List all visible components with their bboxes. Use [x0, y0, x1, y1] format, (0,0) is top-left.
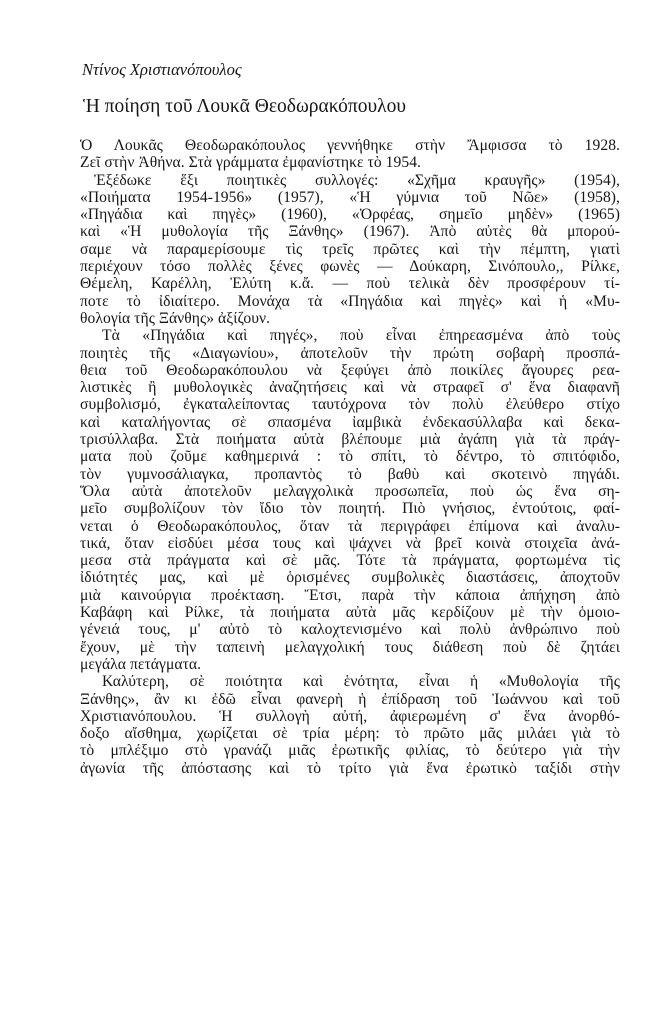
text-line: Ξάνθης», ἂν κι ἐδῶ εἶναι φανερὴ ἡ ἐπίδραση τοῦ Ἰωάννου καὶ τοῦ: [80, 690, 620, 708]
text-line: δοξο αἴσθημα, χωρίζεται σὲ τρία μέρη: τὸ πρῶτο μᾶς μιλάει γιὰ τὸ: [80, 725, 620, 743]
text-line: λιστικὲς ἢ μυθολογικὲς ἀναζητήσεις καὶ νὰ στραφεῖ σ' ἕνα διαφανῆ: [80, 379, 620, 397]
essay-body: [80, 137, 620, 777]
text-line: Ζεῖ στὴν Ἀθήνα. Στὰ γράμματα ἐμφανίστηκε τὸ 1954.: [80, 154, 421, 172]
text-line: Θέμελη, Καρέλλη, Ἐλύτη κ.ἄ. — ποὺ τελικὰ δὲν προσφέρουν τί-: [80, 275, 620, 293]
text-line: γένειά τους, μ' αὐτὸ τὸ καλοχτενισμένο καὶ πολὺ ἀνθρώπινο ποὺ: [80, 621, 620, 639]
text-line: Καλύτερη, σὲ ποιότητα καὶ ἑνότητα, εἶναι ἡ «Μυθολογία τῆς: [102, 673, 620, 691]
text-line: καὶ καταλήγοντας σὲ σπασμένα ἰαμβικὰ ἐνδεκασύλλαβα καὶ δεκα-: [80, 413, 620, 431]
paragraph-3: [80, 327, 620, 673]
text-line: «Πηγάδια καὶ πηγὲς» (1960), «Ὀρφέας, σημεῖο μηδὲν» (1965): [80, 206, 620, 224]
text-line: σαμε νὰ παραμερίσουμε τὶς τρεῖς πρῶτες καὶ τὴν πέμπτη, γιατὶ: [80, 240, 620, 258]
text-line: τὸ μπλέξιμο στὸ γρανάζι μιᾶς ἐρωτικῆς φιλίας, τὸ δεύτερο γιὰ τὴν: [80, 742, 620, 760]
text-line: ἀγωνία τῆς ἀπόστασης καὶ τὸ τρίτο γιὰ ἕνα ἐρωτικὸ ταξίδι στὴν: [80, 759, 620, 777]
text-line: ποιητὲς τῆς «Διαγωνίου», ἀποτελοῦν τὴν πρώτη σοβαρὴ προσπά-: [80, 344, 620, 362]
paragraph-2: [80, 172, 620, 328]
text-line: καὶ «Ἡ μυθολογία τῆς Ξάνθης» (1967). Ἀπὸ αὐτὲς θὰ μπορού-: [80, 223, 620, 241]
text-line: ποτε τὸ ἰδιαίτερο. Μονάχα τὰ «Πηγάδια καὶ πηγὲς» καὶ ἡ «Μυ-: [80, 292, 620, 310]
text-line: τὸν γυμνοσάλιαγκα, προπαντὸς τὸ βαθὺ καὶ σκοτεινὸ πηγάδι.: [80, 465, 620, 483]
text-line: θολογία τῆς Ξάνθης» ἀξίζουν.: [80, 309, 271, 327]
paragraph-1: [80, 137, 620, 172]
text-line: Καβάφη καὶ Ρίλκε, τὰ ποιήματα αὐτὰ μᾶς κερδίζουν μὲ τὴν ὁμοιο-: [80, 604, 620, 622]
text-line: τικά, ὅταν εἰσδύει μέσα τους καὶ ψάχνει νὰ βρεῖ κοινὰ στοιχεῖα ἀνά-: [80, 534, 620, 552]
essay-title: Ἡ ποίηση τοῦ Λουκᾶ Θεοδωρακόπουλου: [83, 96, 407, 117]
paragraph-4: [80, 673, 620, 777]
text-line: ἔχουν, μὲ τὴν ταπεινὴ μελαγχολική τους διάθεση ποὺ δὲ ζητάει: [80, 638, 620, 656]
text-line: «Ποιήματα 1954-1956» (1957), «Ἡ γύμνια τοῦ Νῶε» (1958),: [80, 188, 620, 206]
text-line: Τὰ «Πηγάδια καὶ πηγές», ποὺ εἶναι ἐπηρεασμένα ἀπὸ τοὺς: [102, 327, 620, 345]
text-line: ἰδιότητές μας, καὶ μὲ ὁρισμένες συμβολικὲς διαστάσεις, ἀποχτοῦν: [80, 569, 620, 587]
text-line: Ὁ Λουκᾶς Θεοδωρακόπουλος γεννήθηκε στὴν Ἄμφισσα τὸ 1928.: [80, 137, 620, 154]
text-line: μιὰ καινούργια προέκταση. Ἔτσι, παρὰ τὴν κάποια ἀπήχηση ἀπὸ: [80, 586, 620, 604]
text-line: μεγάλα πετάγματα.: [80, 655, 202, 673]
text-line: Ὅλα αὐτὰ ἀποτελοῦν μελαγχολικὰ προσωπεῖα, ποὺ ὡς ἕνα ση-: [80, 482, 620, 500]
author-name: Ντίνος Χριστιανόπουλος: [82, 60, 242, 79]
text-line: Ἐξέδωκε ἕξι ποιητικὲς συλλογές: «Σχῆμα κραυγῆς» (1954),: [94, 171, 620, 189]
text-line: μεῖο συμβολίζουν τὸν ἴδιο τὸν ποιητή. Πιὸ γνήσιος, ἐντούτοις, φαί-: [80, 500, 620, 518]
text-line: περιέχουν τόσο πολλὲς ξένες φωνὲς — Δούκαρη, Σινόπουλο,, Ρίλκε,: [80, 258, 620, 276]
text-line: μεσα στὰ πράγματα καὶ σὲ μᾶς. Τότε τὰ πράγματα, φορτωμένα τὶς: [80, 552, 620, 570]
text-line: θεια τοῦ Θεοδωρακόπουλου νὰ ξεφύγει ἀπὸ ποικίλες ἄγουρες ρεα-: [80, 361, 620, 379]
text-line: ματα ποὺ ζοῦμε καθημερινά : τὸ σπίτι, τὸ δέντρο, τὸ σπιτόφιδο,: [80, 448, 620, 466]
text-line: συμβολισμό, ἐγκαταλείποντας ταυτόχρονα τὸν πολὺ ἐλεύθερο στίχο: [80, 396, 620, 414]
text-line: Χριστιανόπουλου. Ἡ συλλογὴ αὐτή, ἀφιερωμένη σ' ἕνα ἀνορθό-: [80, 707, 620, 725]
text-line: νεται ὁ Θεοδωρακόπουλος, ὅταν τὰ περιγράφει ἐπίμονα καὶ ἀναλυ-: [80, 517, 620, 535]
text-line: τρισύλλαβα. Στὰ ποιήματα αὐτὰ βλέπουμε μιὰ ἀγάπη γιὰ τὰ πράγ-: [80, 431, 620, 449]
